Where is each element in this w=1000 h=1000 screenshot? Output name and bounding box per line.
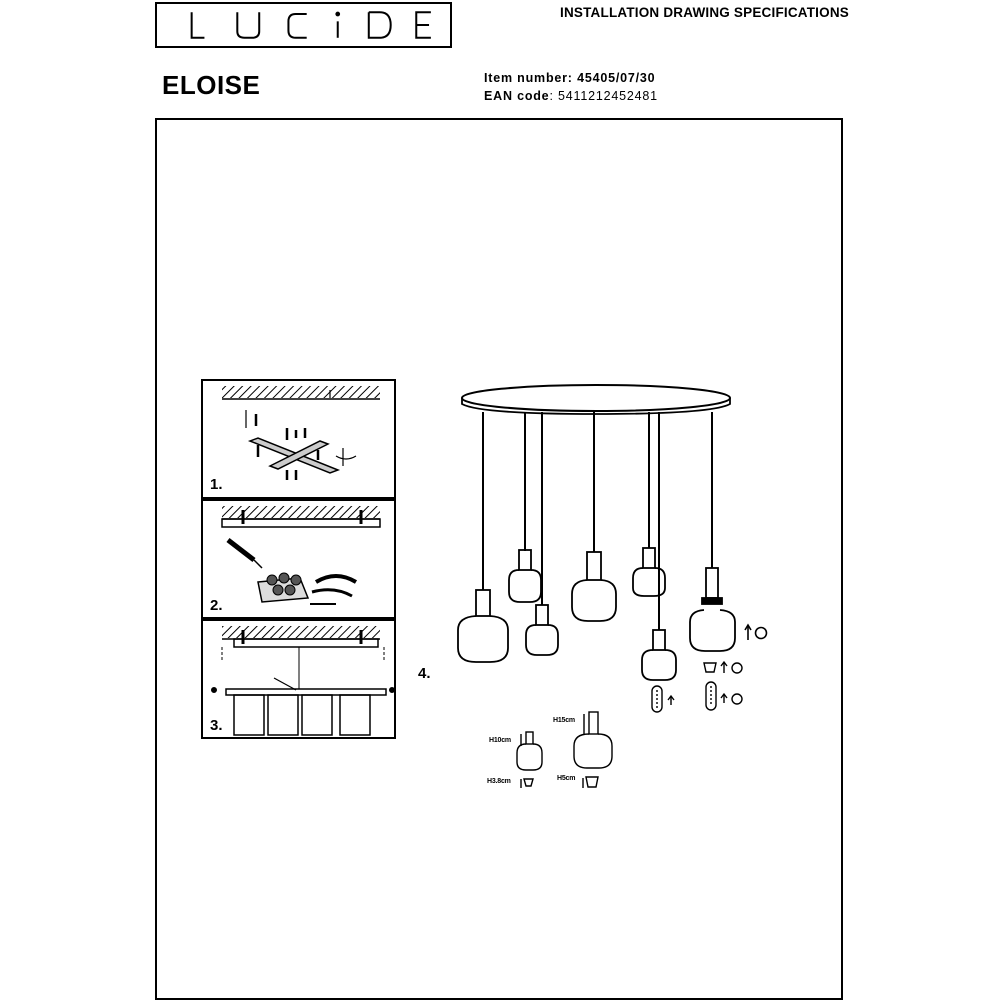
pendant-shade-5 — [633, 548, 665, 596]
pendant-shade-7 — [690, 568, 735, 651]
item-number-value: 45405/07/30 — [577, 71, 656, 85]
cap-icon — [704, 662, 742, 673]
pendant-shade-6 — [642, 630, 676, 680]
product-name: ELOISE — [162, 70, 261, 100]
arrow-up-icon — [745, 625, 767, 640]
pendant-cables — [483, 412, 712, 630]
bulb-icon — [652, 682, 742, 712]
pendant-shade-4 — [572, 552, 616, 621]
ean-label: EAN code — [484, 89, 550, 103]
step-4-label: 4. — [418, 665, 431, 682]
step-1-panel — [202, 380, 395, 498]
step-2-wiring-drawing — [228, 510, 361, 604]
ean-value: : 5411212452481 — [549, 89, 658, 103]
step-1-bracket-drawing — [246, 390, 356, 480]
pendant-shade-1 — [458, 590, 508, 662]
large-shade-height: H15cm — [553, 717, 575, 724]
small-shade-dimension — [517, 732, 542, 788]
ceiling-canopy — [462, 385, 730, 414]
small-cap-height: H3.8cm — [487, 778, 511, 785]
step-3-label: 3. — [210, 717, 223, 734]
pendant-shade-2 — [509, 550, 541, 602]
item-number-label: Item number: — [484, 71, 573, 85]
step-2-label: 2. — [210, 597, 223, 614]
step-3-mount-drawing — [212, 630, 395, 735]
step-2-panel — [202, 500, 395, 618]
pendant-shade-3 — [526, 605, 558, 655]
step-1-label: 1. — [210, 476, 223, 493]
document-title: INSTALLATION DRAWING SPECIFICATIONS — [560, 5, 849, 20]
small-shade-height: H10cm — [489, 737, 511, 744]
large-cap-height: H5cm — [557, 775, 576, 782]
large-shade-dimension — [574, 712, 612, 788]
